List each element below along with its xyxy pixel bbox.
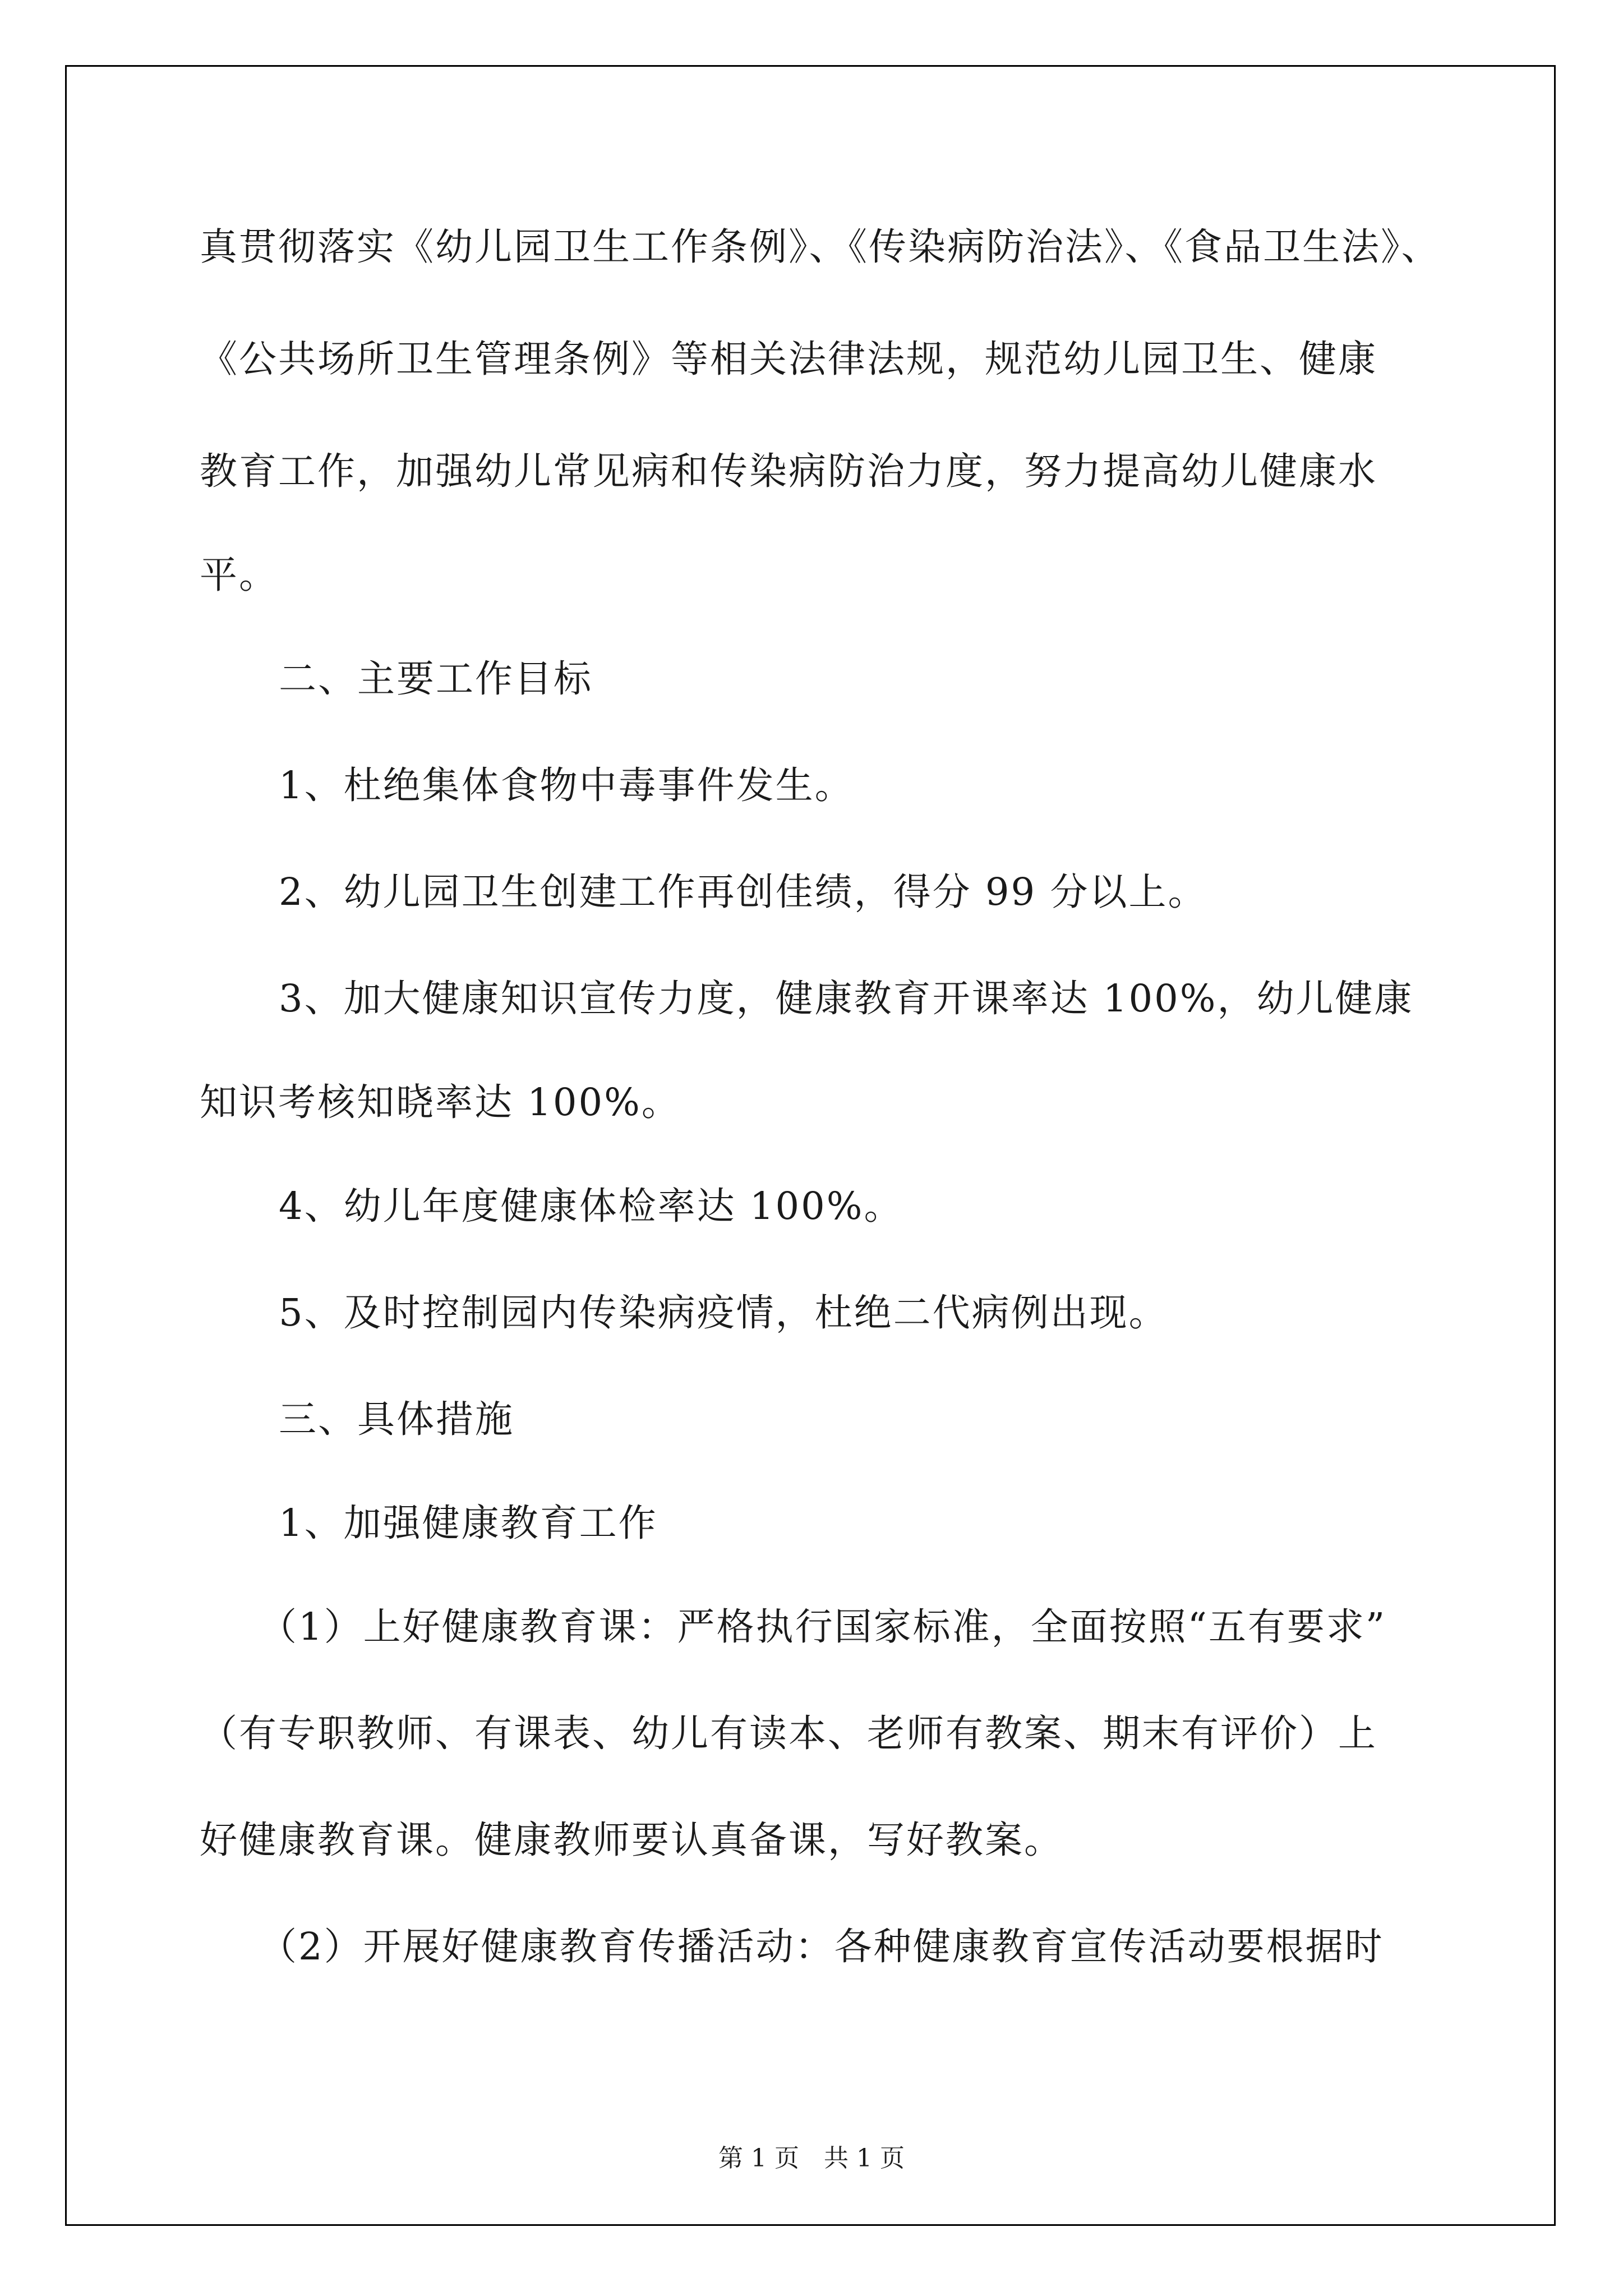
text-line-3: 教育工作，加强幼儿常见病和传染病防治力度，努力提高幼儿健康水 [200, 449, 1377, 493]
text-line-8: 3、加大健康知识宣传力度，健康教育开课率达 100%，幼儿健康 [279, 977, 1414, 1020]
text-line-14: （1）上好健康教育课：严格执行国家标准，全面按照“五有要求” [259, 1605, 1387, 1649]
text-line-1: 真贯彻落实《幼儿园卫生工作条例》、《传染病防治法》、《食品卫生法》、 [200, 225, 1441, 269]
page-footer: 第 1 页 共 1 页 [718, 2144, 905, 2173]
text-line-4: 平。 [200, 553, 278, 597]
section-heading-2: 二、主要工作目标 [279, 657, 593, 701]
text-line-9: 知识考核知晓率达 100%。 [200, 1080, 681, 1124]
text-line-11: 5、及时控制园内传染病疫情，杜绝二代病例出现。 [279, 1291, 1168, 1335]
text-line-2: 《公共场所卫生管理条例》等相关法律法规，规范幼儿园卫生、健康 [200, 337, 1377, 381]
text-line-16: 好健康教育课。健康教师要认真备课，写好教案。 [200, 1818, 1063, 1862]
text-line-10: 4、幼儿年度健康体检率达 100%。 [279, 1184, 903, 1228]
text-line-15: （有专职教师、有课表、幼儿有读本、老师有教案、期末有评价）上 [200, 1711, 1377, 1755]
section-heading-3: 三、具体措施 [279, 1397, 514, 1441]
text-line-17: （2）开展好健康教育传播活动：各种健康教育宣传活动要根据时 [259, 1925, 1384, 1968]
text-line-7: 2、幼儿园卫生创建工作再创佳绩，得分 99 分以上。 [279, 870, 1207, 914]
text-line-6: 1、杜绝集体食物中毒事件发生。 [279, 763, 854, 807]
subsection-heading-1: 1、加强健康教育工作 [279, 1501, 658, 1545]
